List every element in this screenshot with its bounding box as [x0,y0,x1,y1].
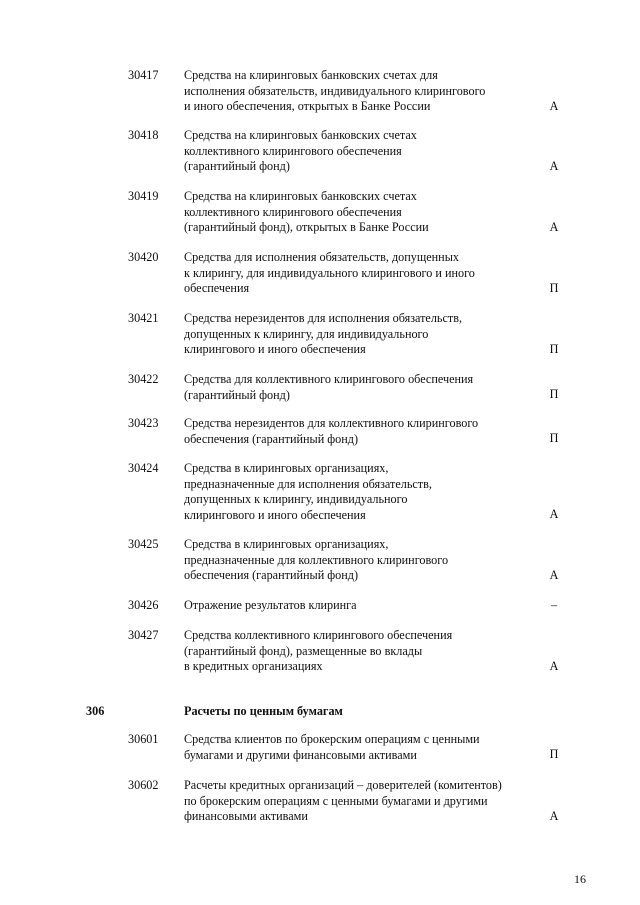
description-line: допущенных к клирингу, индивидуального [184,492,408,507]
account-description [184,250,534,297]
account-code: 30424 [128,461,159,475]
section-title: Расчеты по ценным бумагам [184,704,343,718]
description-line: Средства для исполнения обязательств, допущенных [184,250,459,264]
account-description [184,598,534,614]
account-code: 30601 [128,732,159,746]
description-line: Средства на клиринговых банковских счетах для [184,68,438,82]
description-line: по брокерским операциям с ценными бумагами и другими [184,793,488,808]
description-line: допущенных к клирингу, для индивидуального [184,326,429,341]
description-line: коллективного клирингового обеспечения [184,204,402,219]
account-type: – [550,598,558,612]
description-line: обеспечения (гарантийный фонд) [184,431,359,446]
account-code: 30425 [128,537,159,551]
description-line: обеспечения [184,281,250,296]
account-description [184,628,534,675]
description-line: Средства коллективного клирингового обеспечения [184,628,453,642]
description-line: к клирингу, для индивидуального клирингового и иного [184,265,475,280]
account-description [184,537,534,584]
account-type: А [549,220,559,234]
account-type: А [549,659,559,673]
account-type: П [549,747,559,761]
description-line: в кредитных организациях [184,659,323,674]
description-line: (гарантийный фонд), открытых в Банке России [184,220,429,235]
description-line: Средства нерезидентов для коллективного клирингового [184,416,479,430]
description-line: предназначенные для исполнения обязательств, [184,476,432,491]
account-code: 30602 [128,778,159,792]
description-line: предназначенные для коллективного клирингового [184,552,449,567]
account-type: П [549,431,559,445]
account-code: 30421 [128,311,159,325]
account-type: А [549,99,559,113]
description-line: финансовыми активами [184,809,308,824]
account-type: П [549,387,559,401]
description-line: Средства клиентов по брокерским операциям с ценными [184,732,480,746]
account-description [184,68,534,115]
description-line: Средства для коллективного клирингового обеспечения [184,372,474,386]
description-line: и иного обеспечения, открытых в Банке России [184,99,431,114]
description-line: Средства в клиринговых организациях, [184,537,389,551]
account-code: 30420 [128,250,159,264]
account-description [184,311,534,358]
account-description [184,461,534,523]
description-line: бумагами и другими финансовыми активами [184,747,417,762]
description-line: коллективного клирингового обеспечения [184,143,402,158]
account-code: 30427 [128,628,159,642]
account-code: 30419 [128,189,159,203]
account-code: 30418 [128,128,159,142]
account-description [184,372,534,403]
description-line: Средства на клиринговых банковских счетах [184,128,417,142]
description-line: клирингового и иного обеспечения [184,507,366,522]
account-type: А [549,568,559,582]
account-description [184,416,534,447]
account-type: П [549,342,559,356]
account-type: А [549,159,559,173]
account-type: А [549,809,559,823]
description-line: исполнения обязательств, индивидуального клирингового [184,83,486,98]
description-line: Отражение результатов клиринга [184,598,357,612]
page-number: 16 [574,872,586,886]
account-code: 30417 [128,68,159,82]
description-line: клирингового и иного обеспечения [184,342,366,357]
account-description [184,189,534,236]
description-line: Средства на клиринговых банковских счетах [184,189,417,203]
section-code: 306 [86,704,105,718]
description-line: Средства в клиринговых организациях, [184,461,389,475]
description-line: (гарантийный фонд) [184,159,290,174]
account-code: 30422 [128,372,159,386]
description-line: (гарантийный фонд) [184,387,290,402]
account-description [184,128,534,175]
account-type: П [549,281,559,295]
account-description [184,732,534,763]
account-type: А [549,507,559,521]
description-line: обеспечения (гарантийный фонд) [184,568,359,583]
account-description [184,778,534,825]
account-code: 30426 [128,598,159,612]
description-line: Расчеты кредитных организаций – доверителей (комитентов) [184,778,502,792]
account-code: 30423 [128,416,159,430]
description-line: Средства нерезидентов для исполнения обязательств, [184,311,463,325]
description-line: (гарантийный фонд), размещенные во вклады [184,643,423,658]
